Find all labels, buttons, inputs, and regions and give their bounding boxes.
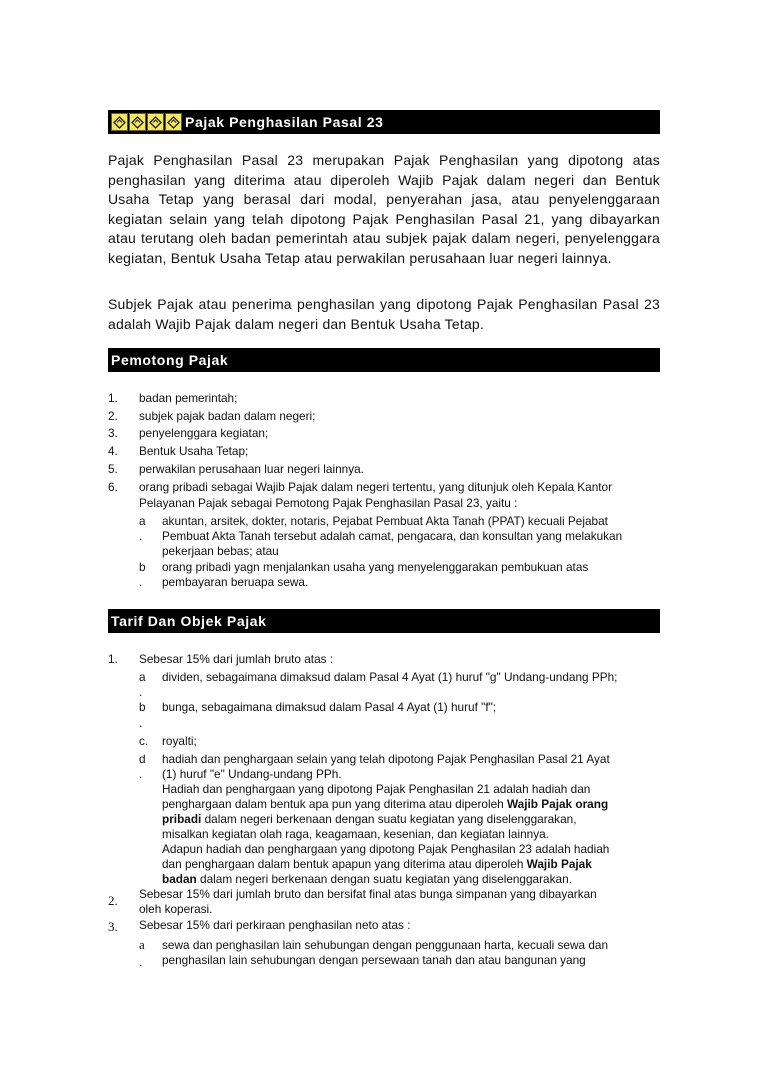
intro-paragraph: Pajak Penghasilan Pasal 23 merupakan Pajak Penghasilan yang dipotong atas penghasilan yang diterima atau diperoleh Wajib Pajak dalam negeri dan Bentuk Usaha Tetap yang berasal dari modal, penyerahan jasa, atau penyelenggaraan kegiatan selain yang telah dipotong Pajak Penghasilan Pasal 21, yang dibayarkan atau terutang oleh badan pemerintah atau subjek pajak dalam negeri, penyelenggara kegiatan, Bentuk Usaha Tetap atau perwakilan perusahaan luar negeri lainnya. [108,152,660,266]
list-item: Sebesar 15% dari jumlah bruto atas : [139,652,334,666]
hadiah-bold-text: badan [162,872,197,886]
sub-dot: . [139,575,143,589]
title-bar [108,110,660,134]
hadiah-text [162,797,608,811]
hadiah-bold-text: pribadi [162,812,202,826]
hadiah-text-part: dalam negeri berkenaan dengan suatu kegiatan yang diselenggarakan. [196,872,572,886]
list-number: 3. [108,919,118,934]
title-icons [111,112,183,132]
sub-letter: a [139,670,146,684]
sub-item: akuntan, arsitek, dokter, notaris, Pejabat Pembuat Akta Tanah (PPAT) kecuali Pejabat [162,514,608,528]
section-title: Tarif Dan Objek Pajak [111,613,267,629]
list-number: 1. [108,652,118,666]
sub-item: royalti; [162,734,197,748]
list-item: subjek pajak badan dalam negeri; [139,409,316,423]
sub-dot: . [139,767,143,781]
sub-item: sewa dan penghasilan lain sehubungan dengan penggunaan harta, kecuali sewa dan [162,938,609,952]
list-number: 5. [108,462,118,476]
sub-dot: . [139,716,143,730]
hadiah-text: Adapun hadiah dan penghargaan yang dipotong Pajak Penghasilan 23 adalah hadiah [162,842,610,856]
hadiah-bold-text: Wajib Pajak [526,857,592,871]
section-title: Pemotong Pajak [111,352,229,368]
subjek-paragraph: Subjek Pajak atau penerima penghasilan yang dipotong Pajak Penghasilan Pasal 23 adalah Wajib Pajak dalam negeri dan Bentuk Usaha Tetap. [108,296,660,332]
hadiah-text-part: dalam negeri berkenaan dengan suatu kegiatan yang diselenggarakan, [201,812,577,826]
diamond-pattern-icon [165,113,182,131]
list-item: Bentuk Usaha Tetap; [139,444,249,458]
hadiah-text [162,857,592,871]
list-item-continued: Pelayanan Pajak sebagai Pemotong Pajak Penghasilan Pasal 23, yaitu : [139,496,518,510]
sub-item-continued: Pembuat Akta Tanah tersebut adalah camat, pengacara, dan konsultan yang melakukan [162,529,623,543]
sub-letter: d [139,752,146,766]
sub-letter: b [139,700,146,714]
list-item: badan pemerintah; [139,391,238,405]
sub-item: bunga, sebagaimana dimaksud dalam Pasal 4 Ayat (1) huruf "f"; [162,700,497,714]
diamond-pattern-icon [129,113,146,131]
hadiah-text [162,812,576,826]
hadiah-text: Hadiah dan penghargaan yang dipotong Pajak Penghasilan 21 adalah hadiah dan [162,782,591,796]
sub-item-continued: penghasilan lain sehubungan dengan persewaan tanah dan atau bangunan yang [162,953,586,967]
list-number: 2. [108,409,118,423]
list-item: penyelenggara kegiatan; [139,426,269,440]
list-item: orang pribadi sebagai Wajib Pajak dalam negeri tertentu, yang ditunjuk oleh Kepala Kantor [139,480,613,494]
hadiah-text [162,872,572,886]
list-number: 4. [108,444,118,458]
sub-item-continued: pembayaran beruapa sewa. [162,575,309,589]
diamond-pattern-icon [147,113,164,131]
section-header-pemotong [108,348,660,372]
sub-dot: . [139,955,143,969]
hadiah-text-part: dan penghargaan dalam bentuk apapun yang diterima atau diperoleh [162,857,527,871]
sub-letter: c. [139,734,149,748]
list-number: 1. [108,391,118,405]
list-number: 2. [108,893,118,908]
page-title: Pajak Penghasilan Pasal 23 [185,114,384,130]
list-item: perwakilan perusahaan luar negeri lainnya. [139,462,364,476]
hadiah-bold-text: Wajib Pajak orang [506,797,609,811]
sub-letter: b [139,560,146,574]
sub-item-continued: (1) huruf "e" Undang-undang PPh. [162,767,342,781]
list-item: Sebesar 15% dari jumlah bruto dan bersifat final atas bunga simpanan yang dibayarkan [139,887,597,901]
sub-dot: . [139,685,143,699]
section-header-tarif [108,609,660,633]
sub-item: hadiah dan penghargaan selain yang telah dipotong Pajak Penghasilan Pasal 21 Ayat [162,752,610,766]
sub-item-continued: pekerjaan bebas; atau [162,544,279,558]
sub-letter: a [139,937,145,952]
diamond-pattern-icon [111,113,128,131]
hadiah-text: misalkan kegiatan olah raga, keagamaan, kesenian, dan kegiatan lainnya. [162,827,549,841]
list-number: 6. [108,480,118,494]
sub-item: orang pribadi yagn menjalankan usaha yang menyelenggarakan pembukuan atas [162,560,589,574]
list-item-continued: oleh koperasi. [139,902,213,916]
sub-letter: a [139,514,146,528]
sub-dot: . [139,529,143,543]
list-number: 3. [108,426,118,440]
sub-item: dividen, sebagaimana dimaksud dalam Pasal 4 Ayat (1) huruf "g" Undang-undang PPh; [162,670,618,684]
hadiah-text-part: penghargaan dalam bentuk apa pun yang diterima atau diperoleh [162,797,507,811]
list-item: Sebesar 15% dari perkiraan penghasilan neto atas : [139,918,411,932]
